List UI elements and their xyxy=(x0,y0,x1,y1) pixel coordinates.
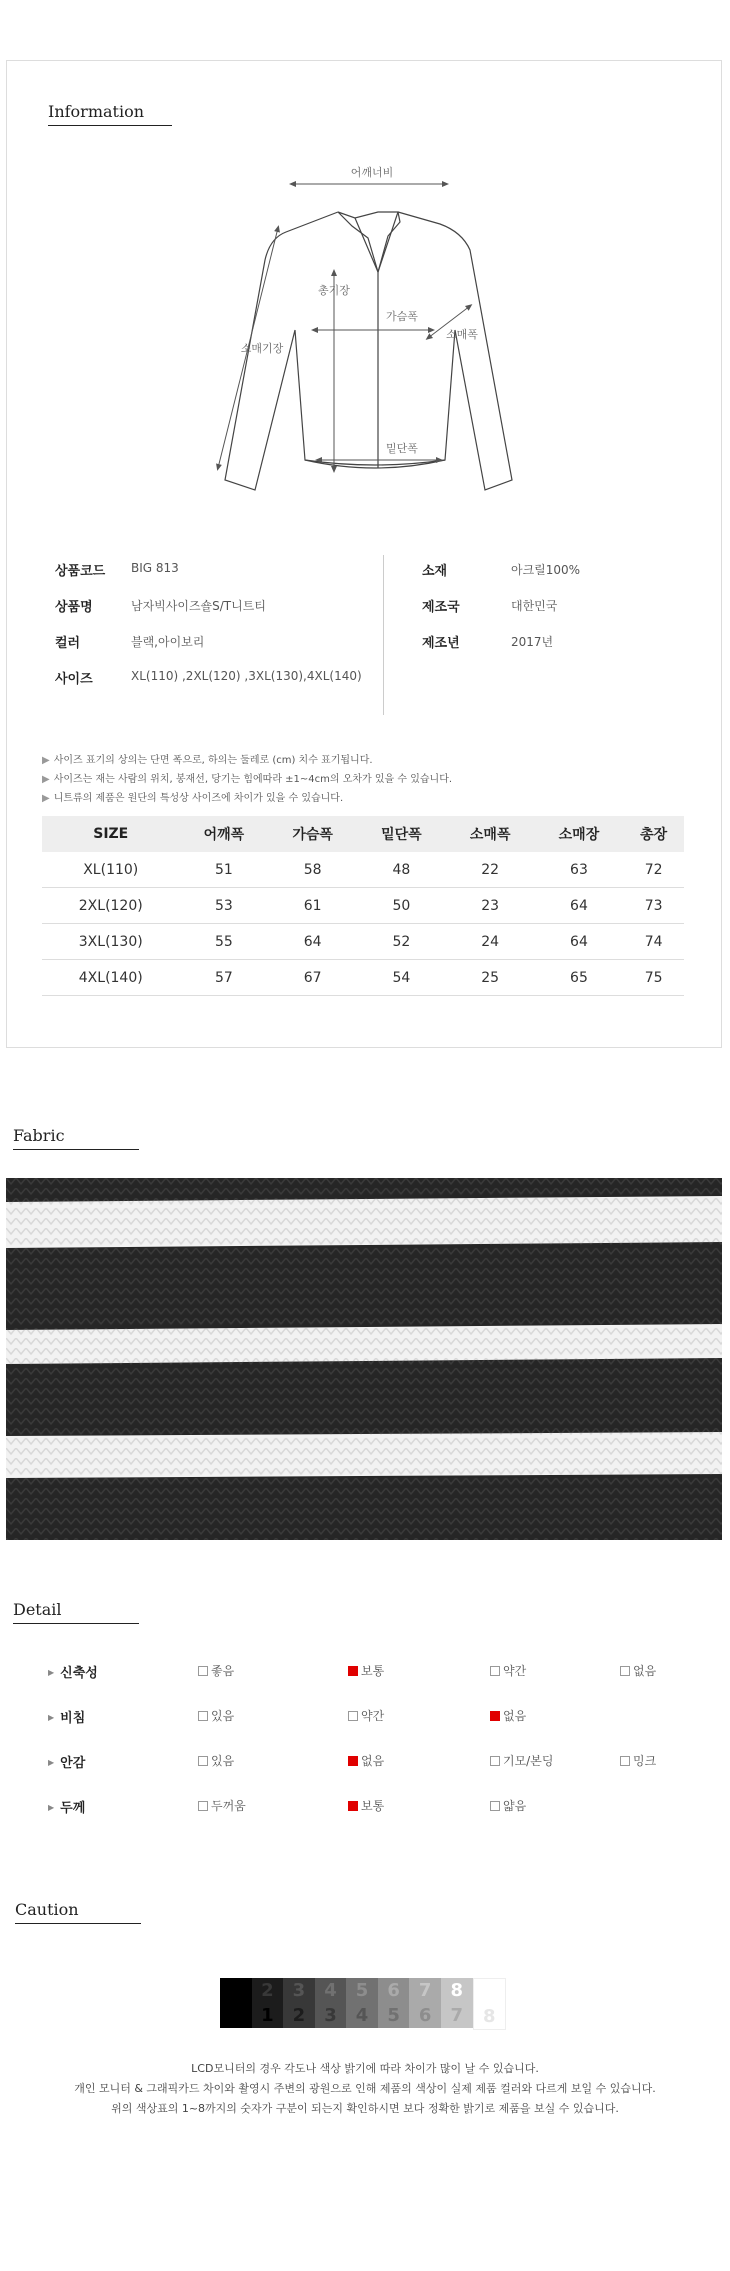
caution-title: Caution xyxy=(15,1900,141,1924)
table-row xyxy=(42,852,684,888)
checked-box-icon xyxy=(490,1711,500,1721)
detail-key: ▶ 두께 xyxy=(48,1797,85,1816)
detail-option-label: 두꺼움 xyxy=(211,1799,246,1813)
table-cell: 50 xyxy=(357,888,446,924)
brightness-swatch xyxy=(346,1978,378,2028)
label-chest: 가슴폭 xyxy=(386,310,418,323)
detail-option-label: 보통 xyxy=(361,1799,385,1813)
swatch-number: 3 xyxy=(292,1980,306,2001)
table-cell: 75 xyxy=(623,960,684,996)
size-table-header-cell: 소매장 xyxy=(535,816,624,852)
table-row xyxy=(42,888,684,924)
fabric-swatch-image xyxy=(6,1178,722,1540)
brightness-swatch xyxy=(409,1978,441,2028)
detail-option xyxy=(198,1797,246,1814)
detail-title: Detail xyxy=(13,1600,139,1624)
spec-key: 제조년 xyxy=(422,636,460,651)
garment-measurement-diagram xyxy=(0,0,730,520)
table-cell: 64 xyxy=(535,924,624,960)
table-row xyxy=(42,924,684,960)
detail-option-label: 없음 xyxy=(633,1664,657,1678)
swatch-number: 5 xyxy=(355,1980,369,2001)
table-cell: 22 xyxy=(446,852,535,888)
note-line: ▶ 니트류의 제품은 원단의 특성상 사이즈에 차이가 있을 수 있습니다. xyxy=(42,793,344,804)
table-cell: 64 xyxy=(268,924,357,960)
table-cell: 63 xyxy=(535,852,624,888)
checkbox-icon xyxy=(198,1756,208,1766)
swatch-number: 3 xyxy=(324,2005,337,2026)
label-hem: 밑단폭 xyxy=(386,442,418,455)
table-cell: 52 xyxy=(357,924,446,960)
swatch-number: 5 xyxy=(387,2005,400,2026)
brightness-swatch xyxy=(315,1978,347,2028)
spec-key: 사이즈 xyxy=(55,672,93,687)
detail-option xyxy=(490,1662,526,1679)
table-cell: 25 xyxy=(446,960,535,996)
table-cell: 73 xyxy=(623,888,684,924)
checkbox-icon xyxy=(198,1666,208,1676)
spec-value: 블랙,아이보리 xyxy=(131,635,205,649)
detail-option-label: 기모/본딩 xyxy=(503,1754,554,1768)
label-total-length: 총기장 xyxy=(318,284,350,297)
detail-option-label: 밍크 xyxy=(633,1754,657,1768)
detail-option-label: 없음 xyxy=(503,1709,527,1723)
table-cell: 67 xyxy=(268,960,357,996)
table-cell: XL(110) xyxy=(42,852,180,888)
swatch-number: 4 xyxy=(355,2005,369,2026)
table-cell: 4XL(140) xyxy=(42,960,180,996)
spec-key: 제조국 xyxy=(422,600,460,615)
detail-row xyxy=(48,1662,688,1686)
caution-line: 개인 모니터 & 그래픽카드 차이와 촬영시 주변의 광원으로 인해 제품의 색상이 실제 제품 컬러와 다르게 보일 수 있습니다. xyxy=(74,2082,656,2095)
swatch-number: 8 xyxy=(450,1980,463,2001)
detail-row xyxy=(48,1707,688,1731)
detail-option-label: 보통 xyxy=(361,1664,385,1678)
spec-key: 컬러 xyxy=(55,636,81,651)
checkbox-icon xyxy=(620,1666,630,1676)
swatch-number: 2 xyxy=(261,1980,274,2001)
table-cell: 48 xyxy=(357,852,446,888)
knit-stripe-pattern xyxy=(6,1178,722,1540)
note-line: ▶ 사이즈 표기의 상의는 단면 폭으로, 하의는 둘레로 (cm) 치수 표기됩니다. xyxy=(42,755,373,766)
brightness-swatch xyxy=(252,1978,284,2028)
swatch-number: 6 xyxy=(387,1980,400,2001)
swatch-number: 1 xyxy=(261,2005,274,2026)
detail-option xyxy=(348,1797,384,1814)
brightness-swatch xyxy=(473,1978,507,2030)
table-cell: 24 xyxy=(446,924,535,960)
spec-value: BIG 813 xyxy=(131,561,179,575)
size-table-header-cell: 총장 xyxy=(623,816,684,852)
checked-box-icon xyxy=(348,1666,358,1676)
table-cell: 55 xyxy=(180,924,269,960)
detail-option xyxy=(198,1752,234,1769)
spec-key: 상품코드 xyxy=(55,564,106,579)
table-cell: 51 xyxy=(180,852,269,888)
brightness-swatch xyxy=(378,1978,410,2028)
detail-option-label: 좋음 xyxy=(211,1664,235,1678)
table-cell: 58 xyxy=(268,852,357,888)
spec-value: XL(110) ,2XL(120) ,3XL(130),4XL(140) xyxy=(131,669,362,683)
detail-row xyxy=(48,1752,688,1776)
detail-option-label: 약간 xyxy=(361,1709,385,1723)
white-stripe xyxy=(6,1432,722,1478)
label-sleeve-length: 소매기장 xyxy=(240,342,284,355)
table-cell: 54 xyxy=(357,960,446,996)
detail-option xyxy=(348,1662,384,1679)
table-cell: 23 xyxy=(446,888,535,924)
table-cell: 74 xyxy=(623,924,684,960)
brightness-swatch xyxy=(283,1978,315,2028)
spec-key: 소재 xyxy=(422,564,448,579)
label-shoulder: 어깨너비 xyxy=(350,166,394,179)
detail-option-label: 있음 xyxy=(211,1754,235,1768)
detail-option xyxy=(198,1707,234,1724)
checked-box-icon xyxy=(348,1756,358,1766)
spec-divider xyxy=(383,555,384,715)
table-cell: 57 xyxy=(180,960,269,996)
label-sleeve-width: 소매폭 xyxy=(446,328,478,341)
size-table-header-cell: 어깨폭 xyxy=(180,816,269,852)
spec-value: 대한민국 xyxy=(511,599,558,613)
table-cell: 3XL(130) xyxy=(42,924,180,960)
detail-option xyxy=(620,1752,656,1769)
detail-key: ▶ 비침 xyxy=(48,1707,85,1726)
caution-line: LCD모니터의 경우 각도나 색상 밝기에 따라 차이가 많이 날 수 있습니다. xyxy=(191,2062,539,2075)
table-cell: 72 xyxy=(623,852,684,888)
detail-option-label: 없음 xyxy=(361,1754,385,1768)
brightness-swatch xyxy=(441,1978,473,2028)
table-cell: 64 xyxy=(535,888,624,924)
swatch-number: 7 xyxy=(450,2005,463,2026)
swatch-number: 6 xyxy=(418,2005,432,2026)
white-stripe xyxy=(6,1324,722,1364)
spec-value: 남자빅사이즈숄S/T니트티 xyxy=(131,599,266,613)
checkbox-icon xyxy=(198,1711,208,1721)
detail-option xyxy=(490,1797,526,1814)
detail-option xyxy=(348,1752,384,1769)
size-notes xyxy=(42,751,452,808)
size-table-header xyxy=(42,816,684,852)
note-line: ▶ 사이즈는 재는 사람의 위치, 봉재선, 당기는 힘에따라 ±1~4cm의 오차가 있을 수 있습니다. xyxy=(42,774,453,785)
table-row xyxy=(42,960,684,996)
table-cell: 65 xyxy=(535,960,624,996)
checkbox-icon xyxy=(490,1666,500,1676)
table-cell: 2XL(120) xyxy=(42,888,180,924)
checkbox-icon xyxy=(620,1756,630,1766)
table-cell: 61 xyxy=(268,888,357,924)
detail-option xyxy=(198,1662,234,1679)
size-table-header-cell: 가슴폭 xyxy=(268,816,357,852)
detail-row xyxy=(48,1797,688,1821)
detail-key: ▶ 신축성 xyxy=(48,1662,98,1681)
swatch-number: 8 xyxy=(483,2006,496,2027)
detail-option-label: 있음 xyxy=(211,1709,235,1723)
detail-option xyxy=(490,1752,553,1769)
spec-value: 아크릴100% xyxy=(511,563,581,577)
detail-option-label: 약간 xyxy=(503,1664,527,1678)
detail-option-label: 얇음 xyxy=(503,1799,527,1813)
spec-value: 2017년 xyxy=(511,635,554,649)
information-title: Information xyxy=(48,102,172,126)
detail-option xyxy=(348,1707,384,1724)
checkbox-icon xyxy=(198,1801,208,1811)
checkbox-icon xyxy=(348,1711,358,1721)
checked-box-icon xyxy=(348,1801,358,1811)
table-cell: 53 xyxy=(180,888,269,924)
detail-key: ▶ 안감 xyxy=(48,1752,85,1771)
size-table-header-cell: 밑단폭 xyxy=(357,816,446,852)
spec-key: 상품명 xyxy=(55,600,93,615)
white-stripe xyxy=(6,1196,722,1248)
size-table-header-cell: 소매폭 xyxy=(446,816,535,852)
detail-option xyxy=(620,1662,656,1679)
checkbox-icon xyxy=(490,1756,500,1766)
size-table-header-cell: SIZE xyxy=(42,816,180,852)
swatch-number: 7 xyxy=(418,1980,432,2001)
checkbox-icon xyxy=(490,1801,500,1811)
caution-line: 위의 색상표의 1~8까지의 숫자가 구분이 되는지 확인하시면 보다 정확한 밝기로 제품을 보실 수 있습니다. xyxy=(111,2102,619,2115)
detail-option xyxy=(490,1707,526,1724)
swatch-number: 2 xyxy=(292,2005,306,2026)
brightness-swatch-strip xyxy=(220,1978,506,2028)
size-table xyxy=(42,816,684,996)
fabric-title: Fabric xyxy=(13,1126,139,1150)
swatch-number: 4 xyxy=(324,1980,337,2001)
brightness-swatch xyxy=(220,1978,252,2028)
